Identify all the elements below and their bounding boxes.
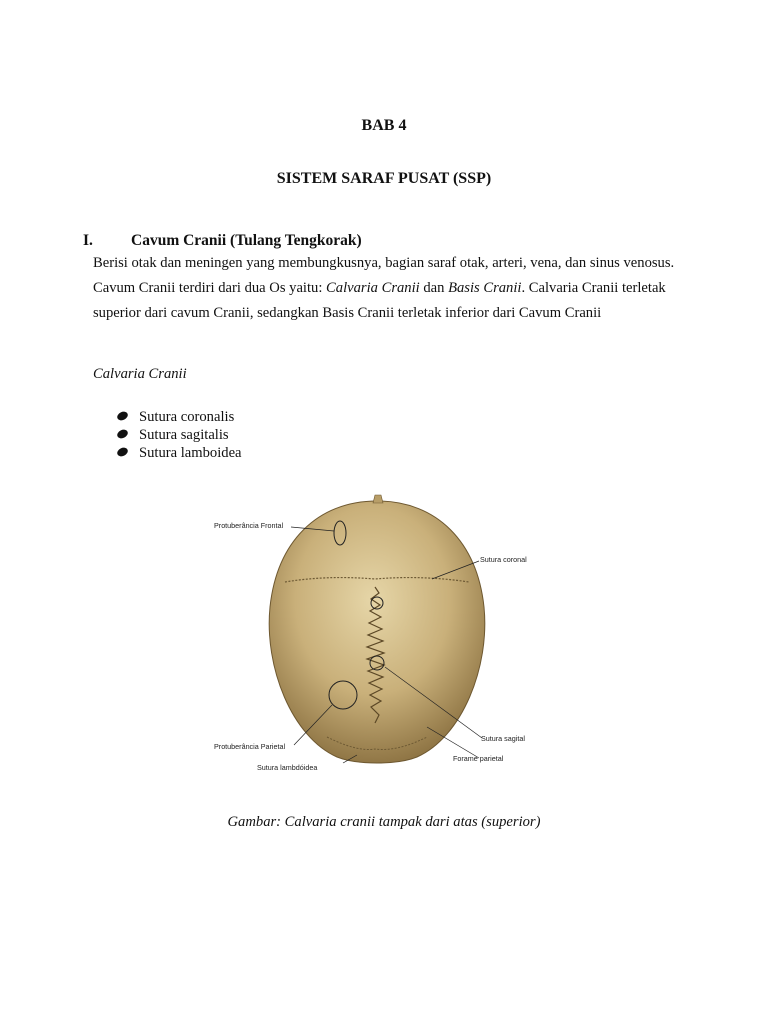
label-sutura-sagital: Sutura sagital [481,734,525,743]
bullet-text: Sutura coronalis [139,409,235,425]
paragraph-text-1: Berisi otak dan meningen yang membungkusnya, bagian saraf otak, arteri, vena, dan sinus venosus. Cavum Cranii terdiri dari dua Os yaitu: [93,255,675,296]
label-forame-parietal: Forame parietal [453,754,504,763]
section-title: Cavum Cranii (Tulang Tengkorak) [131,232,362,249]
list-item [115,426,242,444]
label-protuberancia-parietal: Protuberância Parietal [214,742,286,751]
intro-paragraph [93,251,683,326]
bullet-icon [116,410,129,422]
paragraph-italic-basis: Basis Cranii [448,280,522,296]
skull-shape [269,501,485,763]
paragraph-text-2: dan [419,280,449,296]
subheading: Calvaria Cranii [93,366,187,382]
paragraph-italic-calvaria: Calvaria Cranii [326,280,420,296]
label-sutura-lambdoidea: Sutura lambdóidea [257,763,318,772]
label-protuberancia-frontal: Protuberância Frontal [214,521,284,530]
skull-illustration [207,487,540,779]
section-number: I. [83,232,93,249]
list-item [115,408,242,426]
label-sutura-coronal: Sutura coronal [480,555,527,564]
list-item [115,444,242,462]
paragraph-text-3: . Calvaria Cranii terletak superior dari cavum Cranii, sedangkan Basis Cranii terletak inferior dari Cavum Cranii [93,280,666,321]
chapter-heading: BAB 4 [361,117,407,134]
bullet-text: Sutura sagitalis [139,427,229,443]
chapter-title: SISTEM SARAF PUSAT (SSP) [276,170,492,187]
figure-caption: Gambar: Calvaria cranii tampak dari atas (superior) [227,814,541,830]
bullet-icon [116,446,129,458]
skull-figure [207,487,540,779]
bullet-icon [116,428,129,440]
bullet-text: Sutura lamboidea [139,445,242,461]
bullet-list [115,408,242,462]
